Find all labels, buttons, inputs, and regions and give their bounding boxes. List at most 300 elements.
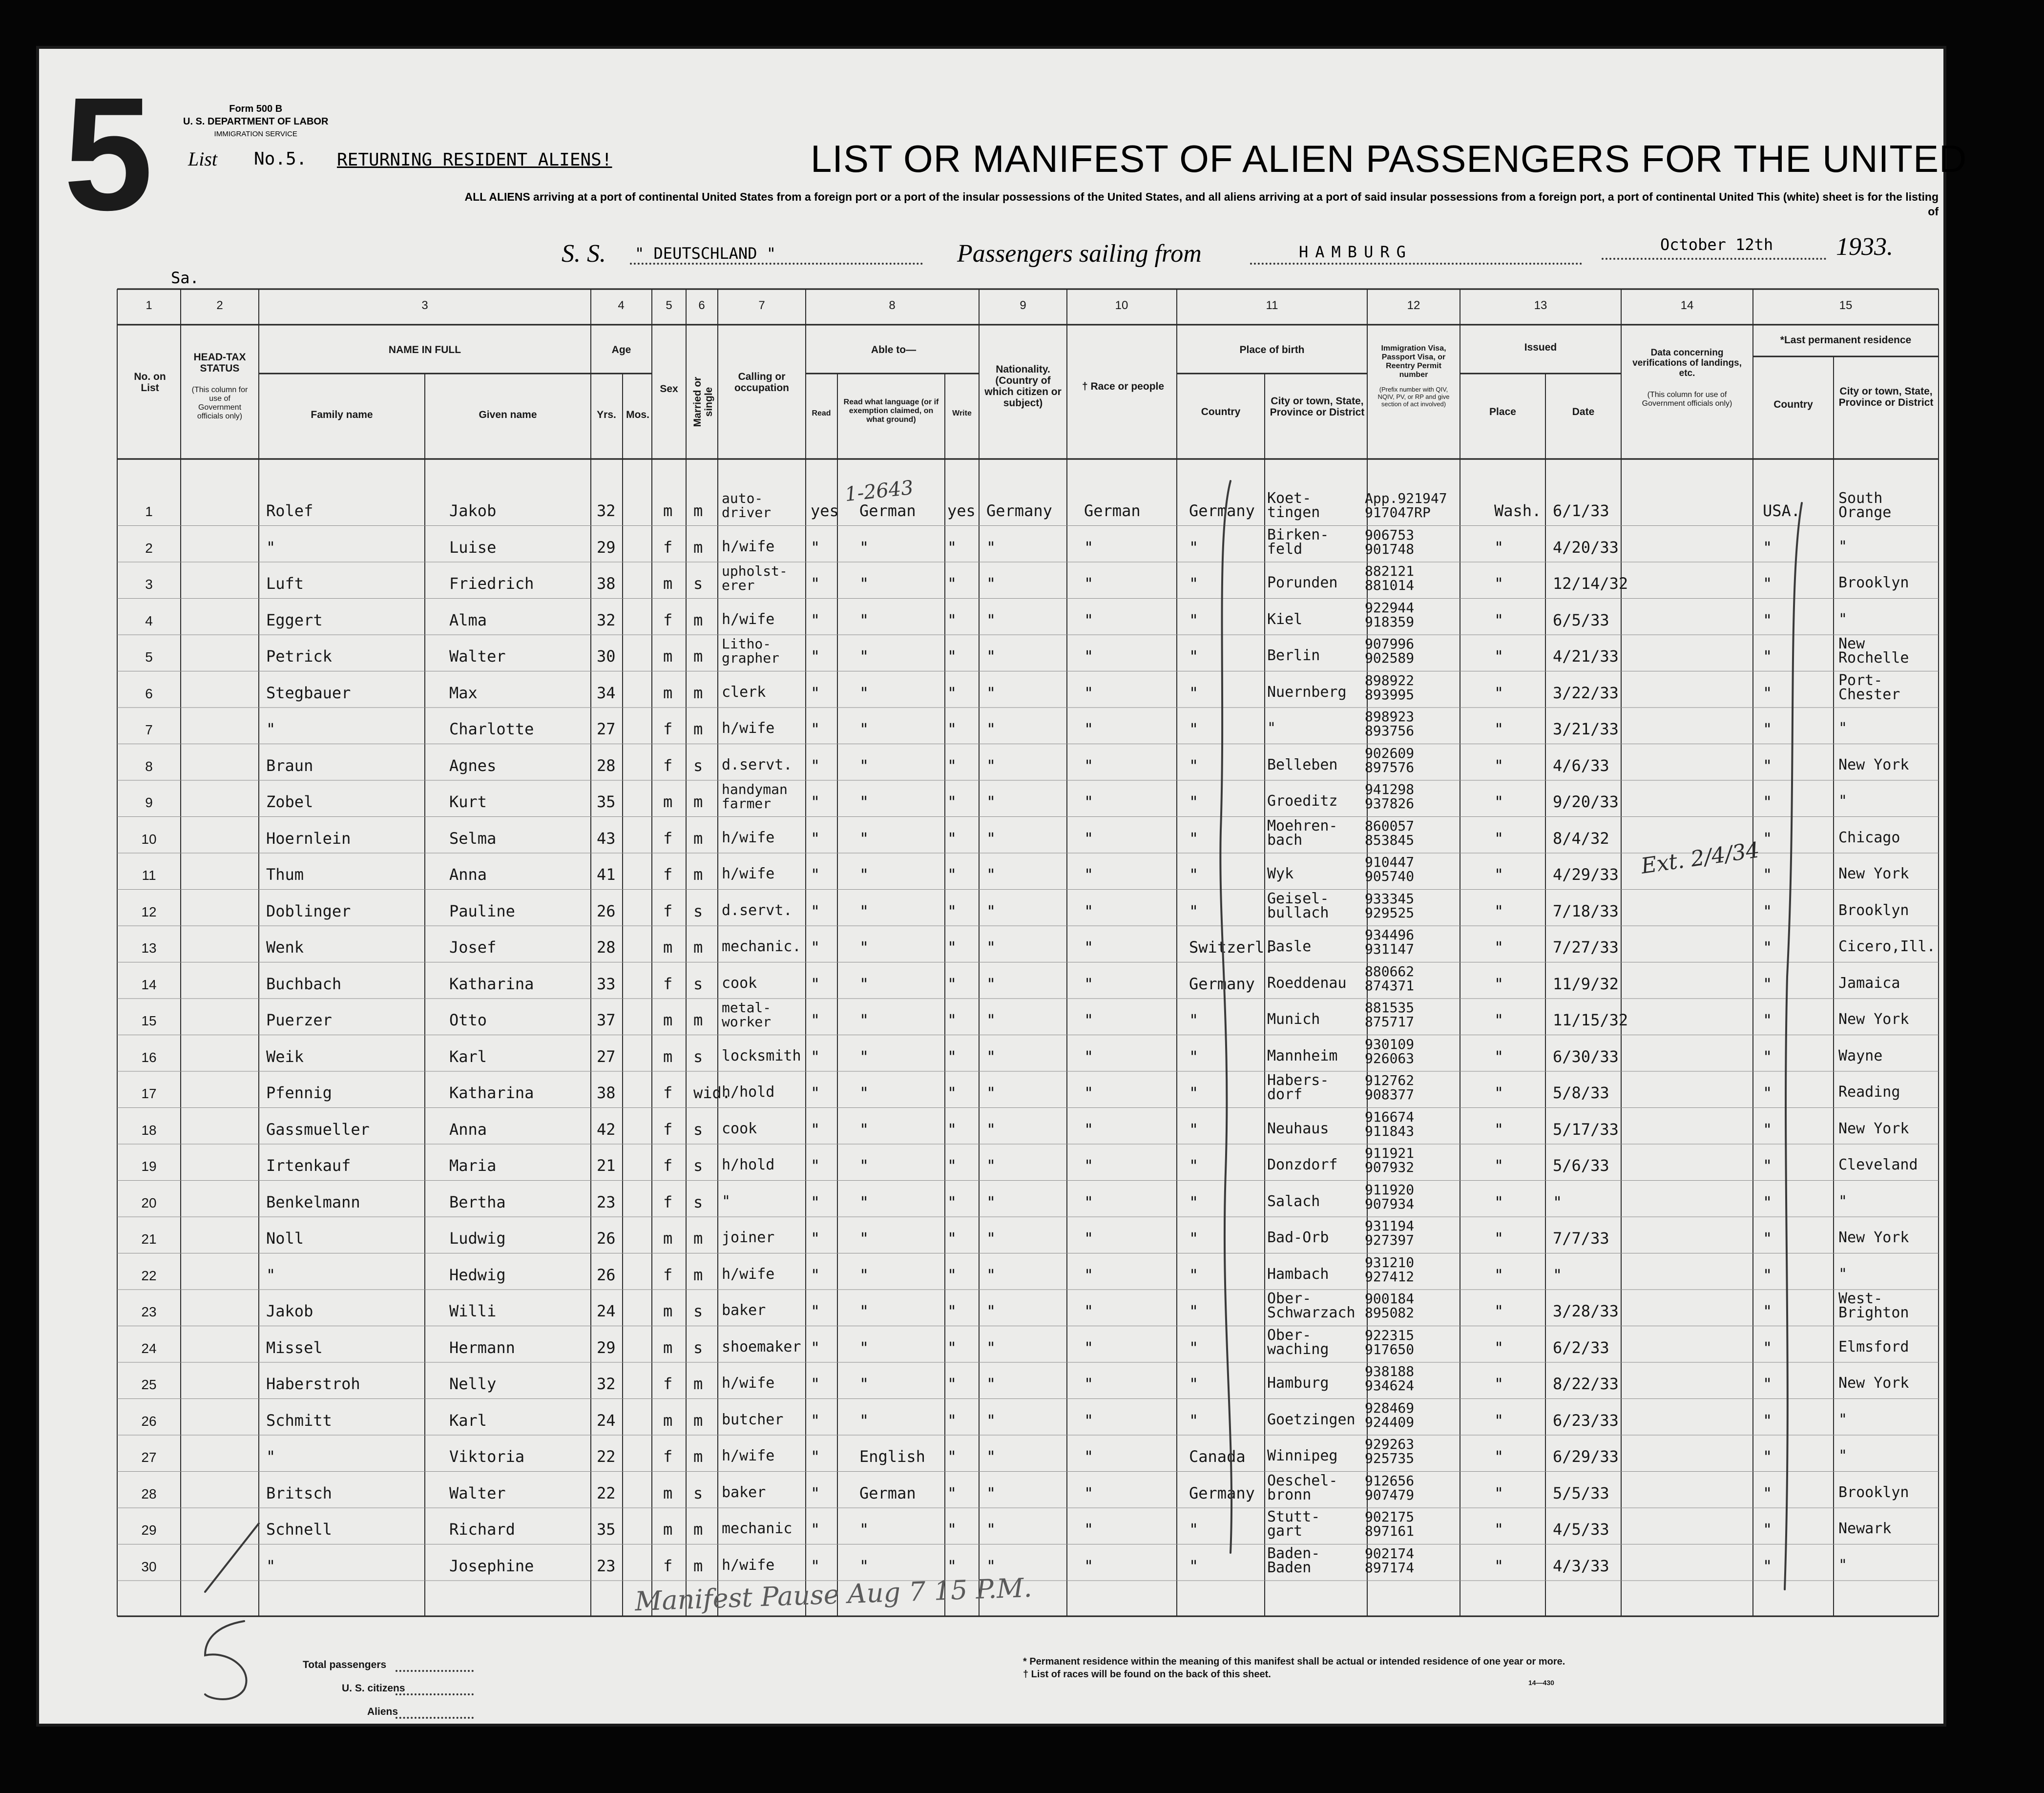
residence-country: " [1763, 1338, 1773, 1357]
age-years: 32 [597, 1375, 616, 1393]
sheet-number: 5 [63, 63, 153, 244]
marital-status: s [693, 1483, 703, 1502]
visa-number: 912762 908377 [1365, 1072, 1415, 1103]
given-name: Richard [449, 1520, 515, 1539]
issue-place: " [1494, 720, 1504, 738]
issue-date: 6/2/33 [1553, 1338, 1609, 1357]
marital-status: m [693, 647, 703, 666]
race: " [1084, 1302, 1094, 1320]
row-number: 27 [141, 1450, 157, 1465]
visa-number: 911921 907932 [1365, 1145, 1415, 1175]
issue-place: " [1494, 1375, 1504, 1393]
issue-date: 11/9/32 [1553, 974, 1619, 993]
residence-city: New York [1838, 756, 1909, 773]
occupation: cook [722, 1120, 757, 1137]
birth-country: " [1189, 720, 1199, 738]
occupation: d.servt. [722, 756, 793, 773]
col-header-landing-note: (This column for use of Government officials only) [1642, 391, 1732, 408]
visa-number: 900184 895082 [1365, 1291, 1415, 1321]
col-header-family-name: Family name [311, 409, 373, 420]
birth-country: Switzerl. [1189, 938, 1274, 957]
nationality: " [986, 829, 996, 848]
nationality: " [986, 683, 996, 702]
birth-country: " [1189, 1229, 1199, 1248]
col-header-res-country: Country [1773, 399, 1813, 410]
residence-city: New York [1838, 1229, 1909, 1246]
can-write: " [947, 974, 957, 993]
can-read: " [811, 1229, 820, 1248]
race: " [1084, 683, 1094, 702]
residence-city: Jamaica [1838, 974, 1900, 992]
occupation: locksmith [722, 1047, 801, 1064]
sex: f [663, 1192, 673, 1211]
birth-country: " [1189, 1265, 1199, 1284]
read-language: " [859, 720, 869, 738]
can-read: " [811, 1375, 820, 1393]
race: " [1084, 720, 1094, 738]
issue-date: 6/23/33 [1553, 1411, 1619, 1430]
birth-city: Geisel- bullach [1267, 890, 1329, 921]
issue-date: 11/15/32 [1553, 1011, 1628, 1029]
sex: m [663, 1302, 673, 1320]
given-name: Bertha [449, 1192, 506, 1211]
sex: f [663, 1084, 673, 1102]
row-number: 12 [141, 904, 157, 919]
marital-status: s [693, 1156, 703, 1175]
residence-country: " [1763, 829, 1773, 848]
nationality: " [986, 756, 996, 775]
residence-country: " [1763, 1229, 1773, 1248]
residence-country: " [1763, 865, 1773, 884]
col-header-birth-city: City or town, State, Province or District [1270, 396, 1365, 418]
read-language: " [859, 829, 869, 848]
read-language: " [859, 1302, 869, 1320]
col-header-head-tax-note: (This column for use of Government officials only) [191, 386, 248, 420]
read-language: " [859, 865, 869, 884]
issue-place: " [1494, 1411, 1504, 1430]
sex: f [663, 1556, 673, 1575]
col-header-write: Write [952, 409, 972, 417]
marital-status: m [693, 1011, 703, 1029]
given-name: Anna [449, 1120, 487, 1139]
residence-country: " [1763, 1156, 1773, 1175]
read-language: English [859, 1447, 925, 1466]
can-write: " [947, 574, 957, 593]
issue-date: 3/22/33 [1553, 683, 1619, 702]
departure-port: HAMBURG [1299, 243, 1413, 261]
residence-city: New York [1838, 1120, 1909, 1137]
sailing-date: October 12th [1660, 235, 1773, 254]
issue-date: 7/7/33 [1553, 1229, 1609, 1248]
age-years: 28 [597, 938, 616, 957]
sex: f [663, 610, 673, 629]
nationality: " [986, 938, 996, 957]
marital-status: m [693, 829, 703, 848]
age-years: 27 [597, 1047, 616, 1066]
column-number-5: 5 [666, 299, 672, 312]
read-language: " [859, 1556, 869, 1575]
race: " [1084, 756, 1094, 775]
sex: m [663, 683, 673, 702]
occupation: d.servt. [722, 901, 793, 919]
can-write: " [947, 1556, 957, 1575]
visa-number: 902174 897174 [1365, 1545, 1415, 1576]
issue-date: 5/8/33 [1553, 1084, 1609, 1102]
race: " [1084, 1192, 1094, 1211]
col-header-birth-country: Country [1201, 406, 1241, 417]
row-number: 19 [141, 1159, 157, 1174]
family-name: " [266, 1265, 276, 1284]
race: " [1084, 974, 1094, 993]
col-header-res-city: City or town, State, Province or District [1838, 386, 1934, 408]
can-write: " [947, 1483, 957, 1502]
race: " [1084, 1556, 1094, 1575]
can-write: " [947, 865, 957, 884]
age-years: 33 [597, 974, 616, 993]
col-header-sex: Sex [660, 383, 678, 395]
marital-status: m [693, 1520, 703, 1539]
occupation: shoemaker [722, 1338, 801, 1355]
residence-country: " [1763, 538, 1773, 557]
visa-number: 902609 897576 [1365, 745, 1415, 775]
pencil-check-number: 1-2643 [843, 476, 915, 506]
col-header-issued-date: Date [1572, 406, 1595, 417]
race-footnote: † List of races will be found on the back of this sheet. [1023, 1669, 1271, 1680]
nationality: " [986, 720, 996, 738]
can-write: " [947, 683, 957, 702]
form-number: Form 500 B [229, 104, 283, 114]
occupation: baker [722, 1483, 766, 1501]
visa-number: 916674 911843 [1365, 1108, 1415, 1139]
issue-date: 6/30/33 [1553, 1047, 1619, 1066]
birth-city: Ober- waching [1267, 1326, 1329, 1358]
issue-date: 3/28/33 [1553, 1302, 1619, 1320]
marital-status: s [693, 1302, 703, 1320]
family-name: Hoernlein [266, 829, 351, 848]
given-name: Maria [449, 1156, 497, 1175]
residence-country: " [1763, 720, 1773, 738]
marital-status: s [693, 1120, 703, 1139]
issue-place: " [1494, 1265, 1504, 1284]
residence-country: " [1763, 901, 1773, 920]
birth-country: Germany [1189, 501, 1255, 520]
can-read: " [811, 938, 820, 957]
read-language: " [859, 538, 869, 557]
family-name: " [266, 1556, 276, 1575]
given-name: Ludwig [449, 1229, 506, 1248]
visa-number: 931194 927397 [1365, 1218, 1415, 1248]
visa-number: 906753 901748 [1365, 526, 1415, 557]
row-number: 22 [141, 1268, 157, 1283]
issue-date: 8/4/32 [1553, 829, 1609, 848]
sex: m [663, 1047, 673, 1066]
issue-place: " [1494, 1156, 1504, 1175]
race: " [1084, 1375, 1094, 1393]
given-name: Walter [449, 647, 506, 666]
occupation: h/hold [722, 1156, 775, 1173]
residence-city: Reading [1838, 1084, 1900, 1101]
nationality: " [986, 574, 996, 593]
family-name: Noll [266, 1229, 304, 1248]
family-name: " [266, 1447, 276, 1466]
can-read: " [811, 647, 820, 666]
issue-place: " [1494, 647, 1504, 666]
visa-number: 860057 853845 [1365, 817, 1415, 848]
family-name: Thum [266, 865, 304, 884]
occupation: metal- worker [722, 1000, 772, 1030]
row-number: 16 [141, 1049, 157, 1065]
birth-country: Germany [1189, 1483, 1255, 1502]
occupation: butcher [722, 1411, 784, 1428]
visa-number: 931210 927412 [1365, 1254, 1415, 1285]
birth-city: Hamburg [1267, 1375, 1329, 1392]
age-years: 34 [597, 683, 616, 702]
occupation: mechanic [722, 1520, 793, 1537]
birth-country: " [1189, 1338, 1199, 1357]
visa-number: 911920 907934 [1365, 1181, 1415, 1212]
nationality: " [986, 974, 996, 993]
can-read: " [811, 1265, 820, 1284]
read-language: " [859, 1156, 869, 1175]
col-header-visa-note: (Prefix number with QIV, NQIV, PV, or RP and give section of act involved) [1377, 386, 1450, 408]
birth-city: Bad-Orb [1267, 1229, 1329, 1246]
col-header-age: Age [611, 344, 631, 355]
sex: m [663, 1338, 673, 1357]
col-header-head-tax: HEAD-TAX STATUS [193, 352, 246, 374]
residence-city: Brooklyn [1838, 901, 1909, 919]
issue-place: " [1494, 1556, 1504, 1575]
column-number-3: 3 [421, 299, 428, 312]
sex: m [663, 792, 673, 811]
issue-place: " [1494, 1084, 1504, 1102]
race: " [1084, 1120, 1094, 1139]
issue-place: " [1494, 865, 1504, 884]
marital-status: s [693, 974, 703, 993]
sex: f [663, 1265, 673, 1284]
read-language: German [859, 1483, 916, 1502]
birth-city: Birken- feld [1267, 526, 1329, 558]
residence-country: " [1763, 938, 1773, 957]
issue-date: 8/22/33 [1553, 1375, 1619, 1393]
marital-status: m [693, 538, 703, 557]
can-read: " [811, 610, 820, 629]
visa-number: 912656 907479 [1365, 1472, 1415, 1503]
family-name: Jakob [266, 1302, 313, 1320]
residence-country: " [1763, 1302, 1773, 1320]
residence-city: " [1838, 792, 1848, 810]
row-number: 10 [141, 831, 157, 847]
occupation: " [722, 1192, 731, 1210]
column-number-10: 10 [1115, 299, 1128, 312]
residence-city: " [1838, 1192, 1848, 1210]
col-header-calling: Calling or occupation [734, 371, 789, 394]
residence-city: New York [1838, 1011, 1909, 1028]
nationality: " [986, 1483, 996, 1502]
marital-status: m [693, 1556, 703, 1575]
issue-place: " [1494, 683, 1504, 702]
residence-country: " [1763, 1556, 1773, 1575]
can-read: " [811, 1447, 820, 1466]
nationality: " [986, 1229, 996, 1248]
can-write: " [947, 1011, 957, 1029]
read-language: " [859, 756, 869, 775]
given-name: Friedrich [449, 574, 534, 593]
given-name: Anna [449, 865, 487, 884]
birth-country: " [1189, 1302, 1199, 1320]
sex: m [663, 1229, 673, 1248]
read-language: " [859, 683, 869, 702]
given-name: Karl [449, 1047, 487, 1066]
marital-status: m [693, 501, 703, 520]
birth-city: Ober- Schwarzach [1267, 1290, 1356, 1321]
birth-country: Canada [1189, 1447, 1246, 1466]
birth-country: " [1189, 1411, 1199, 1430]
age-years: 26 [597, 901, 616, 920]
nationality: " [986, 1265, 996, 1284]
read-language: " [859, 1120, 869, 1139]
issue-date: 3/21/33 [1553, 720, 1619, 738]
read-language: " [859, 1011, 869, 1029]
birth-city: Baden- Baden [1267, 1544, 1320, 1576]
family-name: Benkelmann [266, 1192, 360, 1211]
row-number: 11 [142, 868, 156, 883]
nationality: " [986, 1375, 996, 1393]
given-name: Josephine [449, 1556, 534, 1575]
birth-city: Goetzingen [1267, 1411, 1356, 1428]
row-number: 14 [141, 977, 157, 992]
nationality: " [986, 901, 996, 920]
can-read: " [811, 792, 820, 811]
can-read: " [811, 683, 820, 702]
marital-status: m [693, 792, 703, 811]
occupation: h/wife [722, 865, 775, 882]
residence-country: " [1763, 647, 1773, 666]
can-read: " [811, 1084, 820, 1102]
birth-country: " [1189, 829, 1199, 848]
visa-number: 929263 925735 [1365, 1436, 1415, 1466]
can-write: " [947, 901, 957, 920]
read-language: " [859, 1520, 869, 1539]
column-number-9: 9 [1020, 299, 1026, 312]
residence-country: " [1763, 1084, 1773, 1102]
residence-country: " [1763, 1483, 1773, 1502]
sex: f [663, 756, 673, 775]
family-name: Wenk [266, 938, 304, 957]
can-read: " [811, 1047, 820, 1066]
residence-country: " [1763, 1520, 1773, 1539]
residence-city: " [1838, 1265, 1848, 1283]
birth-country: " [1189, 1084, 1199, 1102]
residence-country: " [1763, 574, 1773, 593]
row-number: 17 [141, 1086, 157, 1101]
read-language: " [859, 792, 869, 811]
form-header-block [183, 103, 328, 141]
family-name: Haberstroh [266, 1375, 360, 1393]
read-language: " [859, 1375, 869, 1393]
marital-status: m [693, 1375, 703, 1393]
sex: f [663, 829, 673, 848]
residence-city: New York [1838, 865, 1909, 882]
birth-city: Moehren- bach [1267, 817, 1338, 849]
birth-country: " [1189, 1556, 1199, 1575]
read-language: " [859, 1411, 869, 1430]
row-number: 7 [145, 722, 153, 737]
birth-city: Hambach [1267, 1265, 1329, 1283]
given-name: Pauline [449, 901, 515, 920]
row-number: 26 [141, 1413, 157, 1429]
race: " [1084, 1265, 1094, 1284]
page-subtitle: ALL ALIENS arriving at a port of continental United States from a foreign port or a port of the insular possessions of the United States, and all aliens arriving at a port of said insular possessions from a foreign port, a port of continental United This (white) sheet is for the listing of [464, 190, 1939, 218]
page-title: LIST OR MANIFEST OF ALIEN PASSENGERS FOR THE UNITED [811, 137, 1967, 180]
row-number: 24 [141, 1340, 157, 1356]
column-number-7: 7 [758, 299, 765, 312]
occupation: cook [722, 974, 757, 992]
col-header-issued: Issued [1524, 342, 1557, 353]
nationality: " [986, 1192, 996, 1211]
race: " [1084, 574, 1094, 593]
birth-city: Basle [1267, 938, 1312, 955]
issue-date: " [1553, 1192, 1563, 1211]
issue-place: " [1494, 1229, 1504, 1248]
issue-date: 5/6/33 [1553, 1156, 1609, 1175]
occupation: h/wife [722, 1265, 775, 1283]
birth-country: " [1189, 1192, 1199, 1211]
age-years: 23 [597, 1192, 616, 1211]
service-name: IMMIGRATION SERVICE [214, 130, 297, 138]
age-years: 41 [597, 865, 616, 884]
occupation: h/wife [722, 610, 775, 628]
issue-date: 6/5/33 [1553, 610, 1609, 629]
row-number: 15 [141, 1013, 157, 1028]
residence-city: Port- Chester [1838, 671, 1900, 703]
row-number: 28 [141, 1486, 157, 1501]
birth-country: " [1189, 901, 1199, 920]
can-write: yes [947, 501, 976, 520]
age-years: 23 [597, 1556, 616, 1575]
row-number: 8 [145, 758, 153, 774]
can-write: " [947, 1084, 957, 1102]
issue-date: 4/21/33 [1553, 647, 1619, 666]
age-years: 35 [597, 792, 616, 811]
can-write: " [947, 1156, 957, 1175]
us-citizens-label: U. S. citizens [342, 1683, 405, 1694]
read-language: " [859, 574, 869, 593]
row-number: 21 [141, 1231, 157, 1247]
birth-country: " [1189, 1156, 1199, 1175]
list-label: List [188, 148, 218, 170]
sex: m [663, 1483, 673, 1502]
family-name: Buchbach [266, 974, 342, 993]
birth-city: Salach [1267, 1192, 1320, 1210]
age-years: 22 [597, 1483, 616, 1502]
given-name: Kurt [449, 792, 487, 811]
residence-city: New Rochelle [1838, 635, 1909, 667]
sex: f [663, 865, 673, 884]
residence-country: " [1763, 1447, 1773, 1466]
issue-date: 4/29/33 [1553, 865, 1619, 884]
residence-country: " [1763, 610, 1773, 629]
family-name: Britsch [266, 1483, 332, 1502]
given-name: Agnes [449, 756, 497, 775]
row-number: 29 [141, 1522, 157, 1538]
read-language: " [859, 1047, 869, 1066]
given-name: Nelly [449, 1375, 497, 1393]
family-name: Zobel [266, 792, 313, 811]
col-header-nationality: Nationality. (Country of which citizen or subject) [984, 364, 1062, 409]
age-years: 32 [597, 501, 616, 520]
nationality: " [986, 1047, 996, 1066]
total-dotline [396, 1670, 474, 1672]
